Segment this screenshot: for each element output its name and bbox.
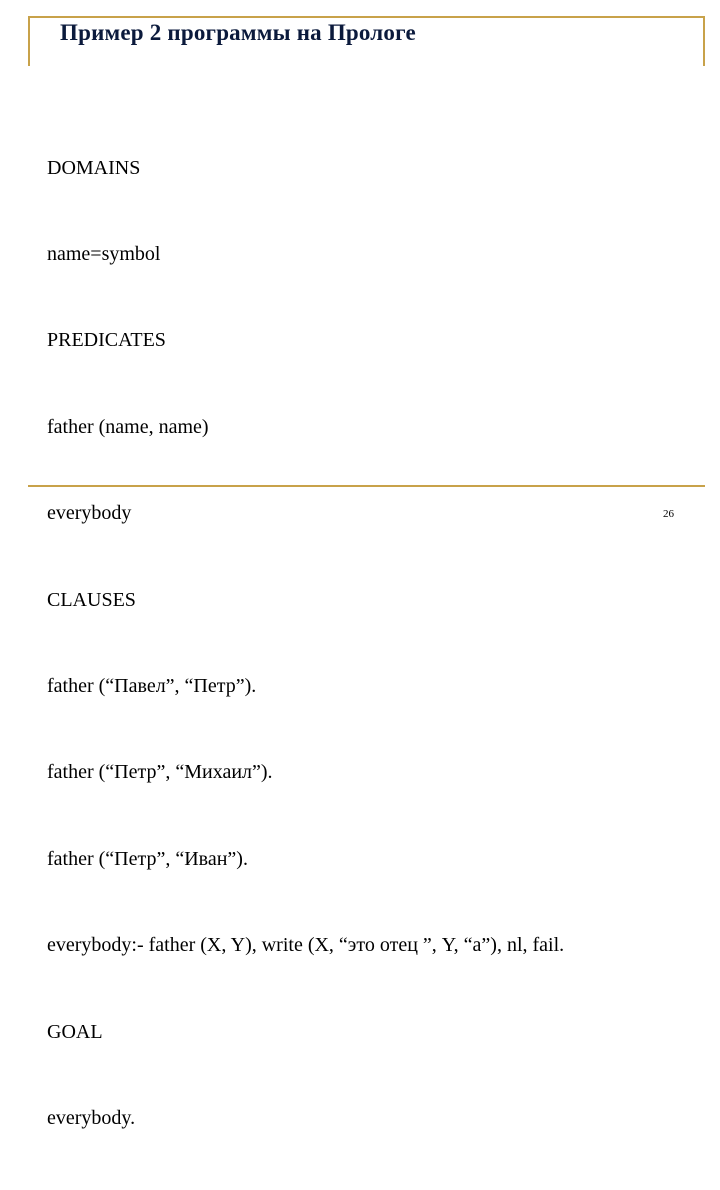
page-number: 26 [663, 508, 674, 520]
frame-left-rule [28, 16, 30, 66]
code-line-clauses: CLAUSES [47, 588, 136, 611]
code-line-everybody-call: everybody. [47, 1106, 136, 1129]
code-line-domains: DOMAINS [47, 156, 141, 179]
slide-title: Пример 2 программы на Прологе [60, 20, 416, 45]
code-line-rule: everybody:- father (X, Y), write (X, “это отец ”, Y, “a”), nl, fail. [47, 934, 565, 957]
frame-top-rule [28, 16, 705, 18]
frame-bottom-rule [28, 485, 705, 487]
code-line-goal: GOAL [47, 1020, 103, 1043]
code-line-fact-3: father (“Петр”, “Иван”). [47, 847, 248, 870]
code-line-name-symbol: name=symbol [47, 242, 161, 265]
frame-right-rule [703, 16, 705, 66]
code-line-fact-1: father (“Павел”, “Петр”). [47, 674, 257, 697]
code-line-father-decl: father (name, name) [47, 415, 209, 438]
code-listing [47, 96, 564, 1190]
code-line-fact-2: father (“Петр”, “Михаил”). [47, 761, 273, 784]
code-line-everybody-decl: everybody [47, 502, 132, 525]
code-line-predicates: PREDICATES [47, 329, 166, 352]
